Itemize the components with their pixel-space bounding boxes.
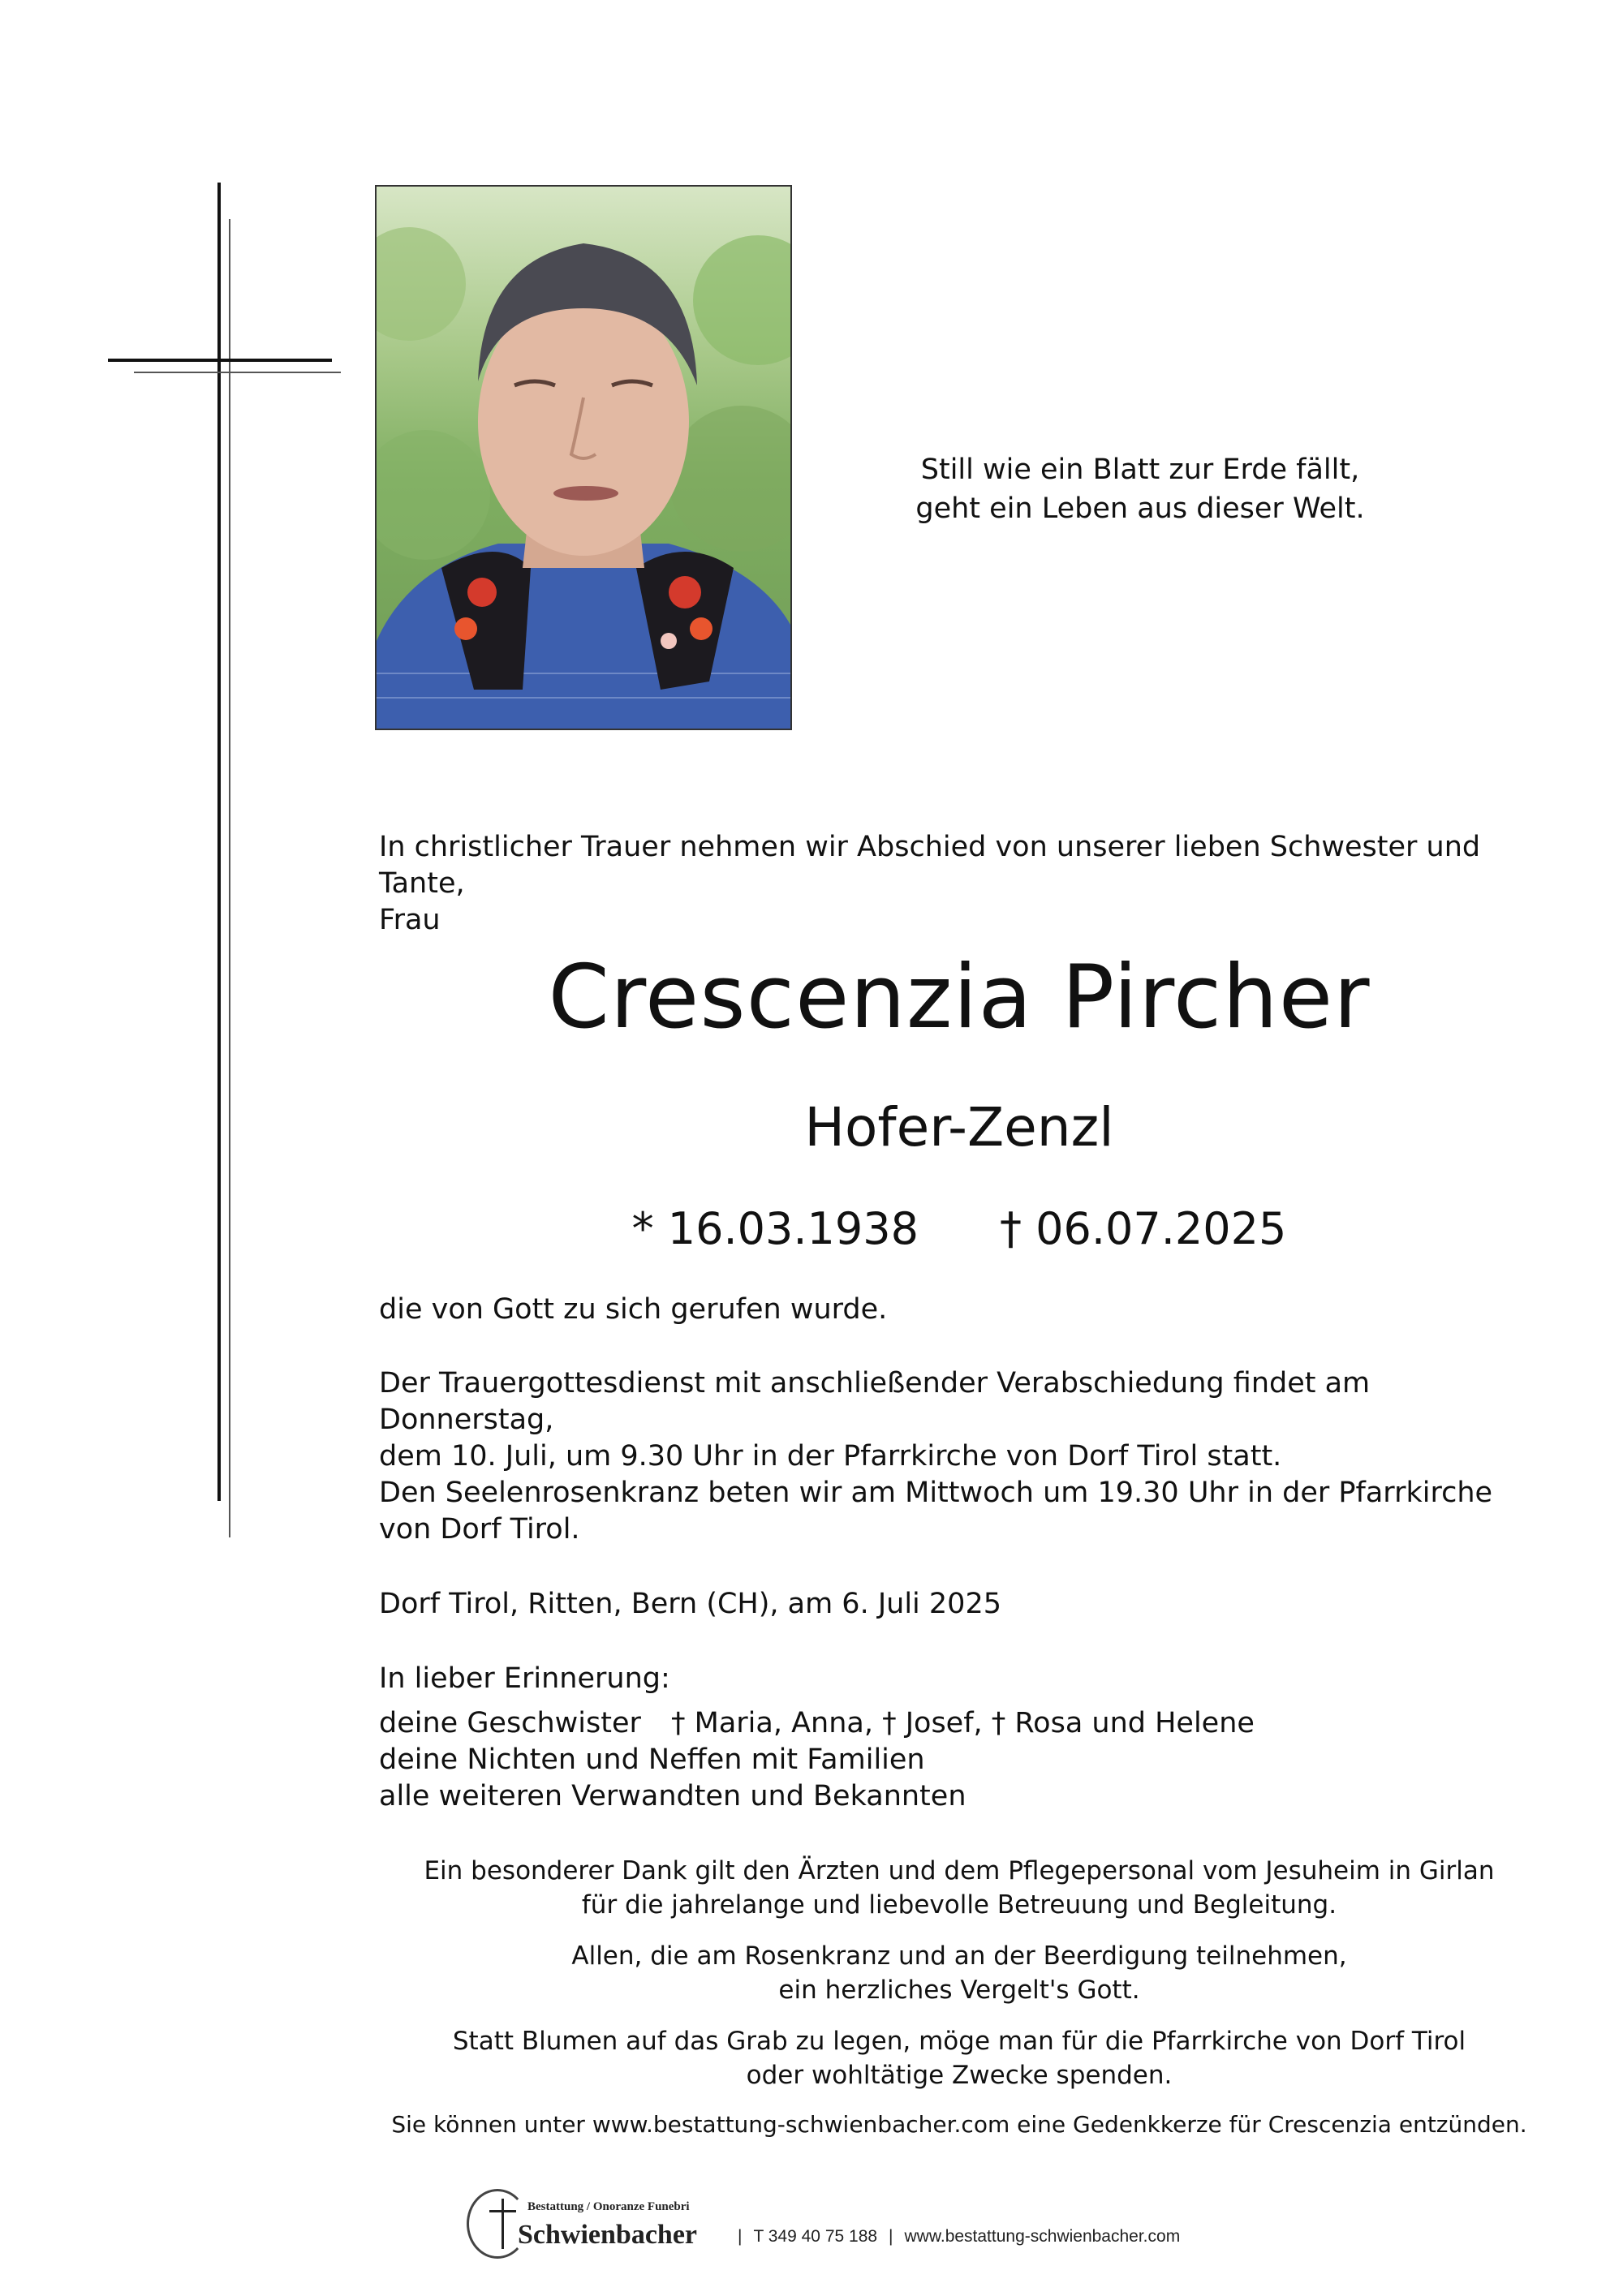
service-line: dem 10. Juli, um 9.30 Uhr in der Pfarrkirche von Dorf Tirol statt. [379,1440,1282,1473]
footer-separator: | [738,2227,743,2246]
logo-name: Schwienbacher [518,2220,697,2250]
rosary-line: Den Seelenrosenkranz beten wir am Mittwoch um 19.30 Uhr in der Pfarrkirche [379,1477,1493,1509]
birth-date: * 16.03.1938 [631,1203,919,1254]
thanks-line: Allen, die am Rosenkranz und an der Beerdigung teilnehmen, [571,1941,1347,1971]
family-relation: alle weiteren Verwandten und Bekannten [379,1780,966,1812]
rosary-line: von Dorf Tirol. [379,1513,580,1546]
thanks-caregivers [379,1854,1539,1922]
deceased-name: Crescenzia Pircher [548,947,1371,1048]
intro-text [379,829,1531,939]
intro-line: In christlicher Trauer nehmen wir Abschied von unserer lieben Schwester und Tante, [379,831,1481,900]
logo-subtitle: Bestattung / Onoranze Funebri [527,2200,690,2213]
intro-line: Frau [379,904,441,936]
service-text [379,1365,1531,1475]
family-relation: deine Geschwister [379,1707,641,1739]
death-date: † 06.07.2025 [1000,1203,1287,1254]
portrait-photo [375,185,792,730]
footer-contact [726,2227,1180,2247]
cross-beam [108,359,332,362]
memory-heading: In lieber Erinnerung: [379,1662,670,1695]
footer-phone: T 349 40 75 188 [753,2227,878,2246]
family-list [379,1705,1531,1815]
life-dates [379,1201,1539,1258]
logo-cross-icon [502,2199,504,2249]
thanks-line: für die jahrelange und liebevolle Betreuung und Begleitung. [581,1890,1337,1920]
thanks-line: Ein besonderer Dank gilt den Ärzten und dem Pflegepersonal vom Jesuheim in Girlan [424,1856,1495,1885]
place-date: Dorf Tirol, Ritten, Bern (CH), am 6. Juli 2025 [379,1588,1001,1620]
donation-note [379,2024,1539,2092]
quote-line: geht ein Leben aus dieser Welt. [915,492,1365,525]
cross-shadow-horizontal [134,372,341,373]
thanks-line: Statt Blumen auf das Grab zu legen, möge man für die Pfarrkirche von Dorf Tirol [452,2027,1466,2056]
footer-separator: | [889,2227,893,2246]
family-row [379,1705,1531,1742]
deceased-nickname: Hofer-Zenzl [804,1096,1114,1159]
family-row [379,1778,1531,1815]
family-row [379,1742,1531,1778]
family-relation: deine Nichten und Neffen mit Familien [379,1743,925,1776]
logo-cross-beam [489,2210,516,2212]
candle-note: Sie können unter www.bestattung-schwienbacher.com eine Gedenkkerze für Crescenzia entzünden. [391,2111,1527,2138]
rosary-text [379,1475,1531,1548]
service-line: Der Trauergottesdienst mit anschließender Verabschiedung findet am Donnerstag, [379,1367,1371,1436]
family-names: † Maria, Anna, † Josef, † Rosa und Helene [671,1707,1255,1739]
thanks-line: oder wohltätige Zwecke spenden. [746,2061,1173,2090]
cross-icon [217,183,221,1501]
footer-website[interactable]: www.bestattung-schwienbacher.com [904,2227,1181,2246]
thanks-line: ein herzliches Vergelt's Gott. [778,1976,1140,2005]
cross-shadow-vertical [229,219,230,1537]
called-text: die von Gott zu sich gerufen wurde. [379,1293,888,1326]
quote-line: Still wie ein Blatt zur Erde fällt, [920,454,1360,486]
thanks-attendees [379,1939,1539,2007]
quote [860,450,1420,528]
